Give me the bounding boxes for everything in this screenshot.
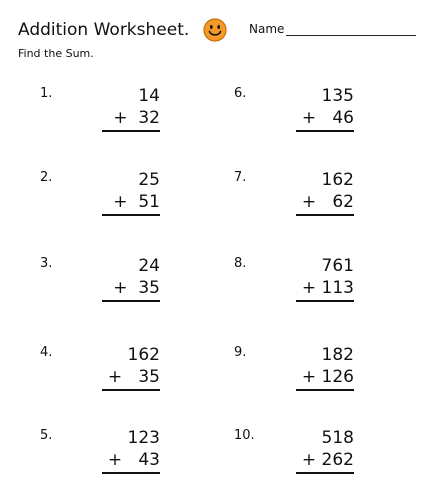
problem-number: 3. xyxy=(40,256,53,271)
problem-number: 8. xyxy=(234,256,247,271)
addend-bottom-line xyxy=(40,450,160,470)
plus-sign: + xyxy=(113,192,128,212)
problem-9 xyxy=(234,345,354,405)
addend-bottom: 126 xyxy=(321,367,354,387)
plus-sign: + xyxy=(301,192,317,212)
answer-line xyxy=(296,130,354,132)
addend-bottom: 35 xyxy=(138,278,160,298)
addend-bottom-line xyxy=(40,367,160,387)
plus-sign: + xyxy=(301,450,317,470)
plus-sign: + xyxy=(113,278,128,298)
addend-bottom: 43 xyxy=(138,450,160,470)
problem-number: 6. xyxy=(234,86,247,101)
answer-line xyxy=(102,389,160,391)
smiley-face-icon xyxy=(203,18,227,42)
problem-number: 10. xyxy=(234,428,255,443)
problem-number: 1. xyxy=(40,86,53,101)
addend-top: 123 xyxy=(127,428,160,448)
answer-line xyxy=(296,472,354,474)
plus-sign: + xyxy=(301,108,317,128)
problem-number: 9. xyxy=(234,345,247,360)
answer-line xyxy=(296,214,354,216)
plus-sign: + xyxy=(107,450,123,470)
addend-top: 162 xyxy=(321,170,354,190)
problem-number: 7. xyxy=(234,170,247,185)
problem-number: 4. xyxy=(40,345,53,360)
name-field-line[interactable] xyxy=(286,35,416,36)
addend-bottom-line xyxy=(234,278,354,298)
addend-bottom: 113 xyxy=(321,278,354,298)
plus-sign: + xyxy=(301,278,317,298)
problem-4 xyxy=(40,345,160,405)
problem-2 xyxy=(40,170,160,230)
plus-sign: + xyxy=(301,367,317,387)
addend-bottom-line xyxy=(40,108,160,128)
answer-line xyxy=(102,214,160,216)
addend-bottom-line xyxy=(234,192,354,212)
addend-bottom-line xyxy=(40,192,160,212)
addend-top: 14 xyxy=(138,86,160,106)
answer-line xyxy=(102,472,160,474)
answer-line xyxy=(296,300,354,302)
addend-bottom-line xyxy=(234,108,354,128)
answer-line xyxy=(102,300,160,302)
problem-number: 5. xyxy=(40,428,53,443)
addend-top: 518 xyxy=(321,428,354,448)
addend-top: 162 xyxy=(127,345,160,365)
addend-top: 135 xyxy=(321,86,354,106)
worksheet-instructions: Find the Sum. xyxy=(18,47,94,60)
addend-bottom: 51 xyxy=(138,192,160,212)
addend-bottom: 262 xyxy=(321,450,354,470)
problem-5 xyxy=(40,428,160,488)
addend-top: 182 xyxy=(321,345,354,365)
addend-top: 24 xyxy=(138,256,160,276)
answer-line xyxy=(296,389,354,391)
addend-bottom-line xyxy=(234,367,354,387)
problem-3 xyxy=(40,256,160,316)
addend-bottom-line xyxy=(40,278,160,298)
problem-6 xyxy=(234,86,354,146)
name-label: Name xyxy=(249,22,285,36)
answer-line xyxy=(102,130,160,132)
addend-bottom: 32 xyxy=(138,108,160,128)
problem-number: 2. xyxy=(40,170,53,185)
addend-bottom: 62 xyxy=(332,192,354,212)
addend-top: 761 xyxy=(321,256,354,276)
worksheet-title: Addition Worksheet. xyxy=(18,20,190,40)
addend-bottom: 35 xyxy=(138,367,160,387)
problem-1 xyxy=(40,86,160,146)
plus-sign: + xyxy=(107,367,123,387)
plus-sign: + xyxy=(113,108,128,128)
problem-7 xyxy=(234,170,354,230)
problem-8 xyxy=(234,256,354,316)
addend-top: 25 xyxy=(138,170,160,190)
problem-10 xyxy=(234,428,354,488)
addend-bottom-line xyxy=(234,450,354,470)
addend-bottom: 46 xyxy=(332,108,354,128)
